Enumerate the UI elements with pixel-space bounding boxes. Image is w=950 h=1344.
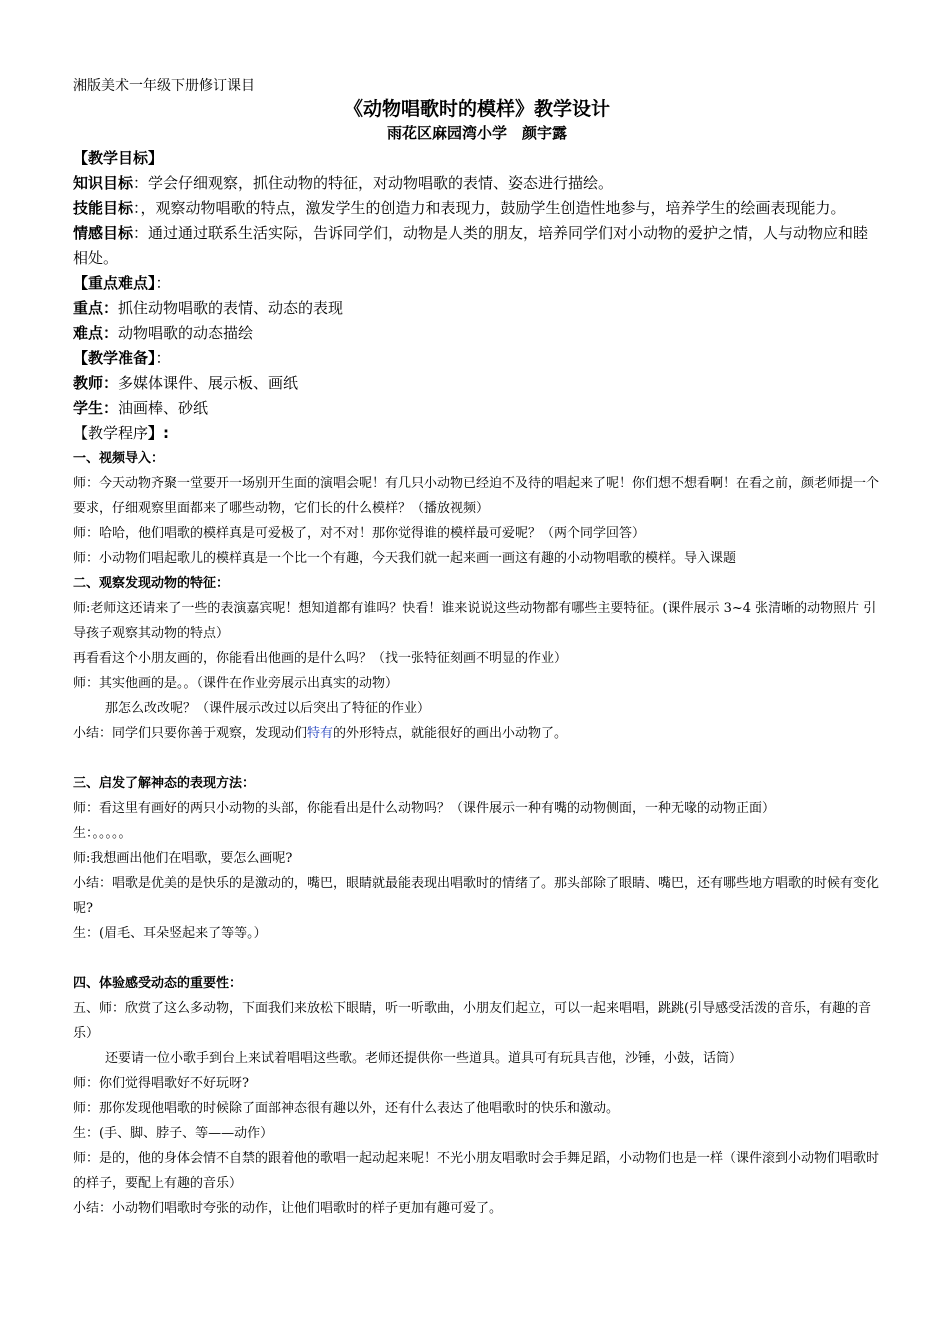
section-4-title: 四、体验感受动态的重要性： [73, 976, 243, 991]
key-points-heading-suffix: ： [155, 274, 171, 292]
paragraph: 生：(眉毛、耳朵竖起来了等等。） [73, 926, 267, 941]
preparation-heading [73, 346, 881, 371]
knowledge-objective [73, 171, 881, 196]
difficult-point-label: 难点： [73, 324, 119, 342]
summary-text-c: 的外形特点，就能很好的画出小动物了。 [333, 726, 568, 741]
teacher-prep [73, 371, 881, 396]
paragraph: 还要请一位小歌手到台上来试着唱唱这些歌。老师还提供你一些道具。道具可有玩具吉他，沙锤，小鼓，话筒） [105, 1051, 743, 1066]
teacher-prep-text: 多媒体课件、展示板、画纸 [118, 374, 299, 392]
document-title: 《动物唱歌时的模样》教学设计 [343, 98, 610, 120]
paragraph: 师：其实他画的是。。（课件在作业旁展示出真实的动物） [73, 676, 399, 691]
paragraph: 师：今天动物齐聚一堂要开一场别开生面的演唱会呢！有几只小动物已经迫不及待的唱起来了呢！你们想不想看啊！在看之前，颜老师提一个要求，仔细观察里面都来了哪些动物，它们长的什么模样？（播放视频） [73, 476, 880, 516]
section-1-title: 一、视频导入： [73, 451, 165, 466]
spacer [73, 946, 881, 971]
student-prep-label: 学生： [73, 399, 119, 417]
difficult-point [73, 321, 881, 346]
knowledge-text: ：学会仔细观察，抓住动物的特征，对动物唱歌的表情、姿态进行描绘。 [133, 174, 614, 192]
paragraph: 小结：唱歌是优美的是快乐的是激动的，嘴巴，眼睛就最能表现出唱歌时的情绪了。那头部除了眼睛、嘴巴，还有哪些地方唱歌的时候有变化呢? [73, 876, 880, 916]
spacer [73, 746, 881, 771]
emotion-objective [73, 221, 881, 271]
paragraph: 那怎么改改呢？（课件展示改过以后突出了特征的作业） [105, 701, 431, 716]
paragraph: 生：。。。。。 [73, 826, 132, 841]
highlight-word: 特有 [307, 726, 334, 741]
paragraph: 师：你们觉得唱歌好不好玩呀? [73, 1076, 249, 1091]
section-2-summary [73, 721, 881, 746]
teacher-prep-label: 教师： [73, 374, 119, 392]
knowledge-label: 知识目标 [73, 174, 134, 192]
objectives-heading: 【教学目标】 [73, 149, 164, 167]
paragraph: 师：小动物们唱起歌儿的模样真是一个比一个有趣，今天我们就一起来画一画这有趣的小动物唱歌的模样。导入课题 [73, 551, 737, 566]
author-line: 雨花区麻园湾小学 颜宇露 [386, 124, 567, 142]
student-prep [73, 396, 881, 421]
preparation-heading-text: 【教学准备】 [73, 349, 156, 367]
procedure-heading-b: 】: [148, 424, 170, 442]
skill-text: ：，观察动物唱歌的特点，激发学生的创造力和表现力，鼓励学生创造性地参与，培养学生的绘画表现能力。 [133, 199, 846, 217]
key-points-heading-text: 【重点难点】 [73, 274, 156, 292]
difficult-point-text: 动物唱歌的动态描绘 [118, 324, 254, 342]
paragraph: 生：(手、脚、脖子、等——动作） [73, 1126, 274, 1141]
document-page [73, 76, 881, 1221]
skill-objective [73, 196, 881, 221]
course-line: 湘版美术一年级下册修订课目 [73, 78, 255, 94]
section-3-title: 三、启发了解神态的表现方法： [73, 776, 256, 791]
emotion-label: 情感目标 [73, 224, 134, 242]
procedure-heading-a: 【教学程序 [73, 424, 149, 442]
student-prep-text: 油画棒、砂纸 [118, 399, 209, 417]
paragraph: 师：哈哈，他们唱歌的模样真是可爱极了，对不对！那你觉得谁的模样最可爱呢？（两个同学回答） [73, 526, 646, 541]
section-2-title: 二、观察发现动物的特征： [73, 576, 230, 591]
key-point [73, 296, 881, 321]
paragraph: 师：那你发现他唱歌的时候除了面部神态很有趣以外，还有什么表达了他唱歌时的快乐和激动。 [73, 1101, 620, 1116]
preparation-heading-suffix: ： [155, 349, 171, 367]
paragraph: 师:老师这还请来了一些的表演嘉宾呢！想知道都有谁吗？快看！谁来说说这些动物都有哪些主要特征。(课件展示 3~4 张清晰的动物照片 引导孩子观察其动物的特点） [73, 601, 877, 641]
summary-text-a: 小结：同学们只要你善于观察，发现动们 [73, 726, 308, 741]
key-point-label: 重点： [73, 299, 119, 317]
paragraph: 师：是的，他的身体会情不自禁的跟着他的歌唱一起动起来呢！不光小朋友唱歌时会手舞足蹈，小动物们也是一样（课件滚到小动物们唱歌时的样子，要配上有趣的音乐） [73, 1151, 880, 1191]
paragraph: 五、师：欣赏了这么多动物，下面我们来放松下眼睛，听一听歌曲，小朋友们起立，可以一起来唱唱，跳跳(引导感受活泼的音乐，有趣的音乐） [73, 1001, 872, 1041]
key-point-text: 抓住动物唱歌的表情、动态的表现 [118, 299, 344, 317]
emotion-text: ：通过通过联系生活实际，告诉同学们，动物是人类的朋友，培养同学们对小动物的爱护之情，人与动物应和睦相处。 [73, 224, 869, 267]
paragraph: 小结：小动物们唱歌时夸张的动作，让他们唱歌时的样子更加有趣可爱了。 [73, 1201, 503, 1216]
paragraph: 师:我想画出他们在唱歌，要怎么画呢? [73, 851, 293, 866]
skill-label: 技能目标 [73, 199, 134, 217]
procedure-heading [73, 421, 881, 446]
paragraph: 师：看这里有画好的两只小动物的头部，你能看出是什么动物吗？（课件展示一种有嘴的动物侧面，一种无喙的动物正面） [73, 801, 776, 816]
paragraph: 再看看这个小朋友画的，你能看出他画的是什么吗？（找一张特征刻画不明显的作业） [73, 651, 568, 666]
key-points-heading [73, 271, 881, 296]
